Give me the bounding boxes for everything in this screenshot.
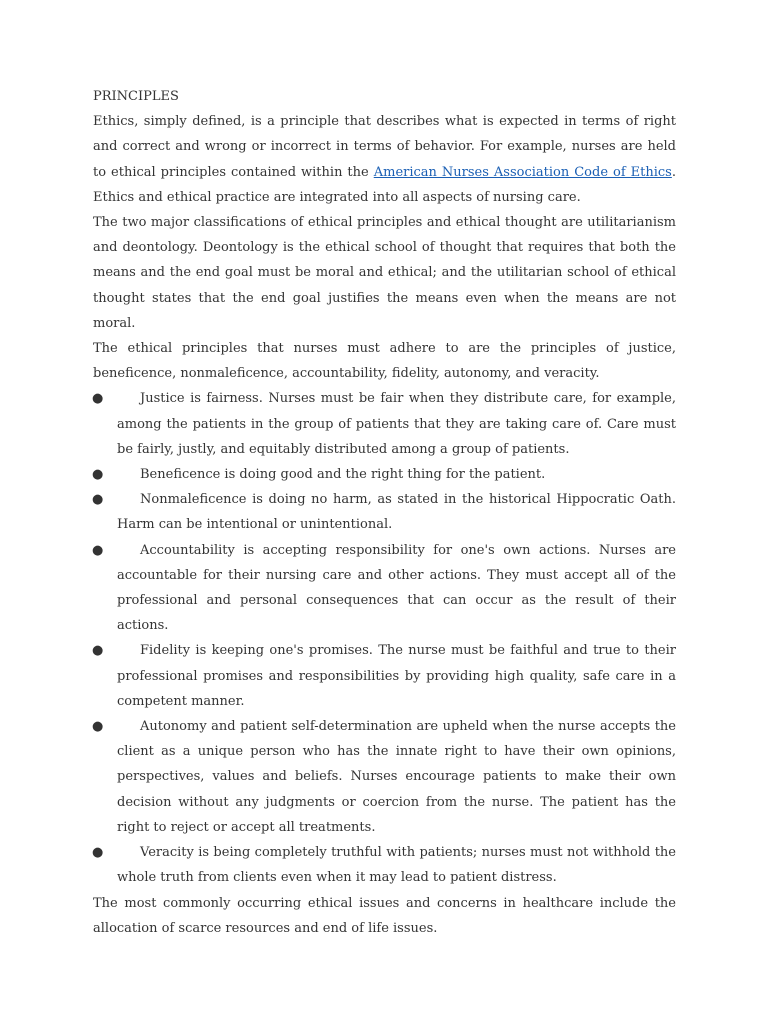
list-item-fidelity	[93, 638, 676, 714]
list-item-text: Autonomy and patient self-determination are upheld when the nurse accepts the client as a unique person who has the innate right to have their own opinions, perspectives, values and beliefs. Nurses encourage patients to make their own decision without any judgments or coercion from the nurse. The patient has the right to reject or accept all treatments.	[117, 719, 676, 835]
list-item-text: Beneficence is doing good and the right thing for the patient.	[140, 467, 546, 483]
bullet-icon: ●	[92, 492, 104, 508]
bullet-icon: ●	[92, 391, 104, 407]
list-item-autonomy	[93, 714, 676, 840]
principles-paragraph: The ethical principles that nurses must adhere to are the principles of justice, beneficence, nonmaleficence, accountability, fidelity, autonomy, and veracity.	[93, 341, 676, 382]
list-item-nonmaleficence	[93, 487, 676, 537]
section-heading: PRINCIPLES	[93, 89, 179, 104]
bullet-icon: ●	[92, 719, 104, 735]
principles-list	[93, 386, 676, 890]
list-item-text: Veracity is being completely truthful with patients; nurses must not withhold the whole truth from clients even when it may lead to patient distress.	[117, 845, 676, 886]
list-item-veracity	[93, 840, 676, 890]
list-item-text: Accountability is accepting responsibility for one's own actions. Nurses are accountable for their nursing care and other actions. They must accept all of the professional and personal consequences that can occur as the result of their actions.	[117, 542, 676, 634]
bullet-icon: ●	[92, 845, 104, 861]
bullet-icon: ●	[92, 467, 104, 483]
list-item-justice	[93, 386, 676, 462]
list-item-text: Justice is fairness. Nurses must be fair when they distribute care, for example, among the patients in the group of patients that they are taking care of. Care must be fairly, justly, and equitably distributed among a group of patients.	[117, 391, 676, 457]
intro-text-after-link: . Ethics and ethical practice are integrated into all aspects of nursing care.	[93, 164, 676, 205]
list-item-accountability	[93, 538, 676, 639]
classifications-paragraph: The two major classifications of ethical principles and ethical thought are utilitarianism and deontology. Deontology is the ethical school of thought that requires that both the means and the end goal must be moral and ethical; and the utilitarian school of ethical thought states that the end goal justifies the means even when the means are not moral.	[93, 215, 676, 331]
ana-code-of-ethics-link[interactable]: American Nurses Association Code of Ethics	[373, 164, 672, 180]
list-item-beneficence	[93, 462, 676, 487]
bullet-icon: ●	[92, 542, 104, 558]
list-item-text: Fidelity is keeping one's promises. The nurse must be faithful and true to their professional promises and responsibilities by providing high quality, safe care in a competent manner.	[117, 643, 676, 709]
document-page	[93, 84, 676, 941]
bullet-icon: ●	[92, 643, 104, 659]
closing-paragraph: The most commonly occurring ethical issues and concerns in healthcare include the allocation of scarce resources and end of life issues.	[93, 895, 676, 936]
intro-text-before-link: Ethics, simply defined, is a principle that describes what is expected in terms of right and correct and wrong or incorrect in terms of behavior. For example, nurses are held to ethical principles contained within the	[93, 114, 676, 180]
intro-paragraph	[93, 109, 676, 210]
list-item-text: Nonmaleficence is doing no harm, as stated in the historical Hippocratic Oath. Harm can be intentional or unintentional.	[117, 492, 676, 533]
